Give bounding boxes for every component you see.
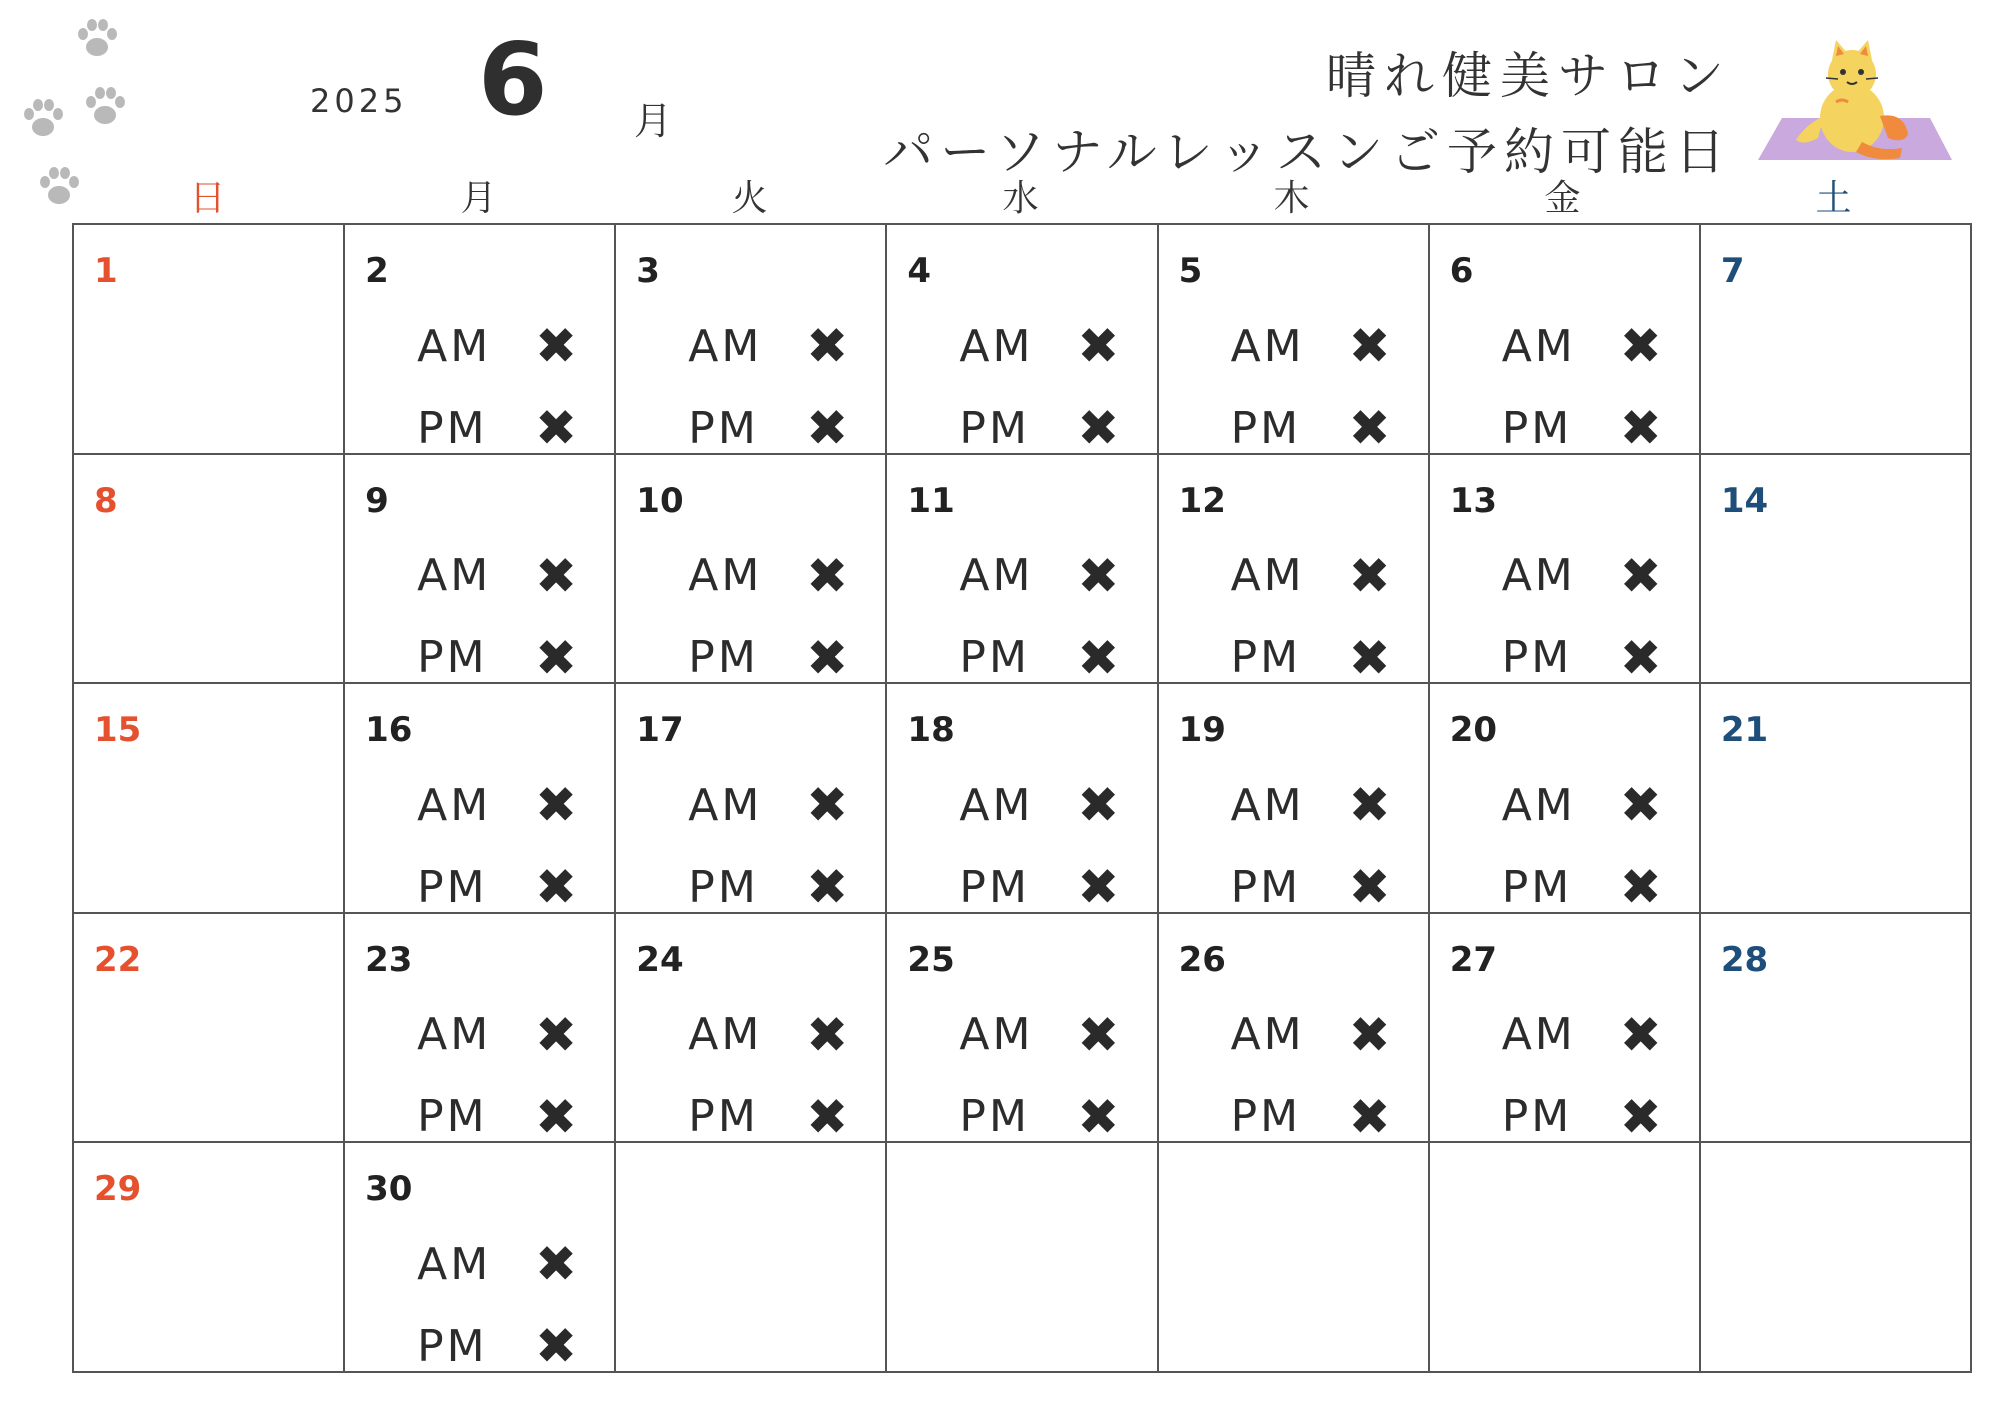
day-number: 13: [1449, 480, 1498, 521]
am-label: AM: [688, 779, 763, 831]
yoga-cat-illustration: [1752, 38, 1952, 163]
pm-label: PM: [959, 402, 1030, 454]
day-number: 10: [636, 480, 684, 521]
time-slots: [1231, 535, 1391, 699]
pm-label: PM: [1501, 1091, 1573, 1143]
month-number: 6: [478, 21, 548, 138]
cross-mark-icon: ✖: [1077, 628, 1120, 687]
calendar-day-cell: [616, 684, 887, 917]
calendar-day-cell: [616, 455, 887, 685]
paw-print-icon: [72, 14, 122, 64]
am-slot: [1502, 305, 1662, 387]
cross-mark-icon: ✖: [806, 1087, 849, 1146]
day-number: 19: [1178, 710, 1226, 751]
paw-print-icon: [18, 94, 68, 144]
am-slot: [417, 764, 577, 846]
am-label: AM: [1501, 1009, 1576, 1061]
am-label: AM: [417, 1009, 492, 1061]
calendar-day-cell: [1701, 1143, 1972, 1373]
am-label: AM: [1501, 779, 1576, 831]
weekday-friday: 金: [1544, 178, 1581, 219]
am-slot: [959, 535, 1119, 617]
calendar-day-cell: [1430, 1143, 1701, 1373]
pm-label: PM: [688, 1091, 759, 1143]
day-number: 17: [636, 710, 684, 751]
time-slots: [688, 764, 848, 928]
weekday-monday: 月: [460, 178, 497, 219]
am-slot: [417, 1223, 577, 1305]
pm-label: PM: [959, 632, 1030, 684]
calendar-day-cell: [616, 225, 887, 455]
am-label: AM: [688, 320, 763, 372]
calendar-day-cell: [1701, 684, 1972, 914]
am-slot: [688, 994, 848, 1076]
month-label: 月: [634, 99, 673, 143]
time-slots: [1231, 764, 1391, 928]
cross-mark-icon: ✖: [1619, 1005, 1662, 1064]
pm-slot: [417, 1305, 577, 1387]
am-label: AM: [1230, 320, 1305, 372]
day-number: 25: [907, 939, 955, 980]
calendar-day-cell: [1159, 1143, 1430, 1373]
time-slots: [959, 994, 1119, 1158]
calendar-day-cell: [74, 684, 345, 914]
calendar-day-cell: [1159, 684, 1430, 917]
am-label: AM: [1230, 1009, 1305, 1061]
day-number: 21: [1720, 710, 1769, 751]
cross-mark-icon: ✖: [806, 546, 849, 605]
calendar-day-cell: [74, 225, 345, 455]
cross-mark-icon: ✖: [1619, 1087, 1662, 1146]
cross-mark-icon: ✖: [806, 858, 849, 917]
am-label: AM: [1501, 320, 1576, 372]
day-number: 12: [1178, 480, 1226, 521]
am-slot: [688, 535, 848, 617]
time-slots: [1231, 305, 1391, 469]
time-slots: [417, 764, 577, 928]
day-number: 23: [365, 939, 413, 980]
cross-mark-icon: ✖: [1348, 317, 1391, 375]
year-label: 2025: [310, 82, 408, 120]
day-number: 30: [365, 1169, 413, 1210]
calendar-day-cell: [74, 1143, 345, 1373]
pm-label: PM: [959, 1091, 1030, 1143]
am-slot: [959, 994, 1119, 1076]
salon-name: 晴れ健美サロン: [1326, 47, 1732, 105]
cross-mark-icon: ✖: [1348, 399, 1391, 457]
calendar-day-cell: [887, 914, 1158, 1144]
day-number: 15: [94, 710, 142, 751]
day-number: 22: [94, 939, 142, 980]
calendar-day-cell: [345, 1143, 616, 1376]
day-number: 18: [907, 710, 955, 751]
pm-label: PM: [417, 632, 488, 684]
cross-mark-icon: ✖: [535, 1317, 578, 1376]
time-slots: [417, 994, 577, 1158]
am-slot: [1502, 535, 1662, 617]
cross-mark-icon: ✖: [1077, 546, 1120, 605]
am-label: AM: [959, 779, 1034, 831]
day-number: 26: [1178, 939, 1226, 980]
am-slot: [959, 305, 1119, 387]
day-number: 5: [1178, 251, 1203, 291]
cross-mark-icon: ✖: [1619, 858, 1662, 917]
day-number: 8: [94, 480, 118, 521]
pm-label: PM: [688, 402, 759, 454]
pm-label: PM: [1501, 861, 1573, 913]
calendar-day-cell: [1430, 225, 1701, 455]
time-slots: [959, 305, 1119, 469]
calendar-day-cell: [616, 1143, 887, 1373]
calendar-day-cell: [1430, 455, 1701, 685]
cross-mark-icon: ✖: [535, 776, 578, 835]
cross-mark-icon: ✖: [535, 317, 578, 375]
time-slots: [688, 994, 848, 1158]
am-label: AM: [417, 320, 492, 372]
am-slot: [1231, 535, 1391, 617]
am-slot: [417, 535, 577, 617]
day-number: 3: [636, 251, 660, 291]
am-label: AM: [1230, 550, 1305, 602]
day-number: 28: [1720, 939, 1769, 980]
calendar-day-cell: [345, 914, 616, 1144]
am-label: AM: [1501, 550, 1576, 602]
calendar-day-cell: [1430, 914, 1701, 1144]
calendar-day-cell: [887, 1143, 1158, 1373]
am-label: AM: [417, 550, 492, 602]
day-number: 11: [907, 480, 955, 521]
time-slots: [1231, 994, 1391, 1158]
pm-label: PM: [959, 861, 1030, 913]
pm-label: PM: [1230, 402, 1302, 454]
pm-label: PM: [417, 1320, 488, 1372]
day-number: 14: [1720, 480, 1769, 521]
calendar-day-cell: [887, 455, 1158, 685]
weekday-header: [72, 170, 1972, 220]
cross-mark-icon: ✖: [1348, 1005, 1391, 1064]
calendar-day-cell: [1159, 914, 1430, 1144]
calendar-day-cell: [887, 225, 1158, 455]
pm-label: PM: [1230, 861, 1302, 913]
cross-mark-icon: ✖: [535, 858, 578, 917]
am-slot: [1231, 305, 1391, 387]
cross-mark-icon: ✖: [1348, 858, 1391, 917]
cross-mark-icon: ✖: [535, 546, 578, 605]
calendar-day-cell: [616, 914, 887, 1144]
cross-mark-icon: ✖: [1077, 1005, 1120, 1064]
time-slots: [417, 1223, 577, 1387]
am-label: AM: [1230, 779, 1305, 831]
am-label: AM: [688, 1009, 763, 1061]
weekday-wednesday: 水: [1002, 178, 1039, 219]
time-slots: [417, 535, 577, 699]
cross-mark-icon: ✖: [806, 628, 849, 687]
weekday-tuesday: 火: [731, 178, 768, 219]
cross-mark-icon: ✖: [1348, 628, 1391, 687]
pm-label: PM: [1230, 632, 1302, 684]
cross-mark-icon: ✖: [1077, 399, 1120, 457]
time-slots: [417, 305, 577, 469]
cross-mark-icon: ✖: [535, 1087, 578, 1146]
cross-mark-icon: ✖: [1077, 776, 1120, 835]
calendar-day-cell: [1159, 225, 1430, 455]
cross-mark-icon: ✖: [1348, 1087, 1391, 1146]
cross-mark-icon: ✖: [1348, 546, 1391, 605]
calendar-day-cell: [345, 684, 616, 917]
am-slot: [417, 305, 577, 387]
cross-mark-icon: ✖: [1619, 317, 1662, 375]
am-label: AM: [959, 550, 1034, 602]
am-slot: [417, 994, 577, 1076]
calendar-day-cell: [345, 225, 616, 455]
time-slots: [959, 764, 1119, 928]
am-label: AM: [417, 779, 492, 831]
day-number: 2: [365, 251, 389, 291]
day-number: 4: [907, 251, 932, 291]
time-slots: [688, 305, 848, 469]
cross-mark-icon: ✖: [1077, 1087, 1120, 1146]
cross-mark-icon: ✖: [1077, 858, 1120, 917]
am-slot: [688, 305, 848, 387]
am-slot: [1502, 994, 1662, 1076]
am-label: AM: [417, 1238, 492, 1290]
calendar-day-cell: [1701, 455, 1972, 685]
pm-label: PM: [1230, 1091, 1302, 1143]
am-label: AM: [688, 550, 763, 602]
calendar-day-cell: [887, 684, 1158, 917]
page-title: パーソナルレッスンご予約可能日: [883, 123, 1732, 181]
am-slot: [1231, 994, 1391, 1076]
time-slots: [1502, 764, 1662, 928]
am-slot: [688, 764, 848, 846]
pm-label: PM: [1501, 402, 1573, 454]
cross-mark-icon: ✖: [1619, 628, 1662, 687]
am-label: AM: [959, 320, 1034, 372]
day-number: 1: [94, 251, 118, 291]
pm-label: PM: [417, 1091, 488, 1143]
time-slots: [1502, 994, 1662, 1158]
pm-label: PM: [688, 861, 759, 913]
calendar-day-cell: [345, 455, 616, 685]
time-slots: [1502, 535, 1662, 699]
weekday-sunday: 日: [189, 178, 226, 219]
calendar-day-cell: [74, 914, 345, 1144]
day-number: 29: [94, 1169, 142, 1210]
pm-label: PM: [688, 632, 759, 684]
cross-mark-icon: ✖: [1348, 776, 1391, 835]
pm-label: PM: [417, 861, 488, 913]
time-slots: [1502, 305, 1662, 469]
day-number: 20: [1449, 710, 1498, 751]
weekday-thursday: 木: [1273, 178, 1310, 219]
cross-mark-icon: ✖: [1619, 399, 1662, 457]
weekday-saturday: 土: [1815, 178, 1852, 219]
day-number: 6: [1449, 251, 1474, 291]
paw-print-icon: [80, 82, 130, 132]
am-slot: [1231, 764, 1391, 846]
day-number: 27: [1449, 939, 1498, 980]
calendar-grid: [72, 223, 1972, 1376]
calendar-day-cell: [1430, 684, 1701, 917]
cross-mark-icon: ✖: [806, 1005, 849, 1064]
am-slot: [959, 764, 1119, 846]
day-number: 24: [636, 939, 684, 980]
cross-mark-icon: ✖: [535, 399, 578, 457]
time-slots: [959, 535, 1119, 699]
cross-mark-icon: ✖: [1619, 546, 1662, 605]
calendar-day-cell: [1701, 225, 1972, 455]
cross-mark-icon: ✖: [535, 1005, 578, 1064]
cross-mark-icon: ✖: [806, 317, 849, 375]
day-number: 9: [365, 480, 389, 521]
am-slot: [1502, 764, 1662, 846]
cross-mark-icon: ✖: [535, 628, 578, 687]
cross-mark-icon: ✖: [1619, 776, 1662, 835]
cross-mark-icon: ✖: [806, 776, 849, 835]
calendar-day-cell: [1159, 455, 1430, 685]
pm-label: PM: [417, 402, 488, 454]
time-slots: [688, 535, 848, 699]
am-label: AM: [959, 1009, 1034, 1061]
calendar-day-cell: [1701, 914, 1972, 1144]
cross-mark-icon: ✖: [535, 1235, 578, 1294]
cross-mark-icon: ✖: [806, 399, 849, 457]
calendar-day-cell: [74, 455, 345, 685]
cross-mark-icon: ✖: [1077, 317, 1120, 375]
day-number: 7: [1720, 251, 1745, 291]
day-number: 16: [365, 710, 413, 751]
pm-label: PM: [1501, 632, 1573, 684]
